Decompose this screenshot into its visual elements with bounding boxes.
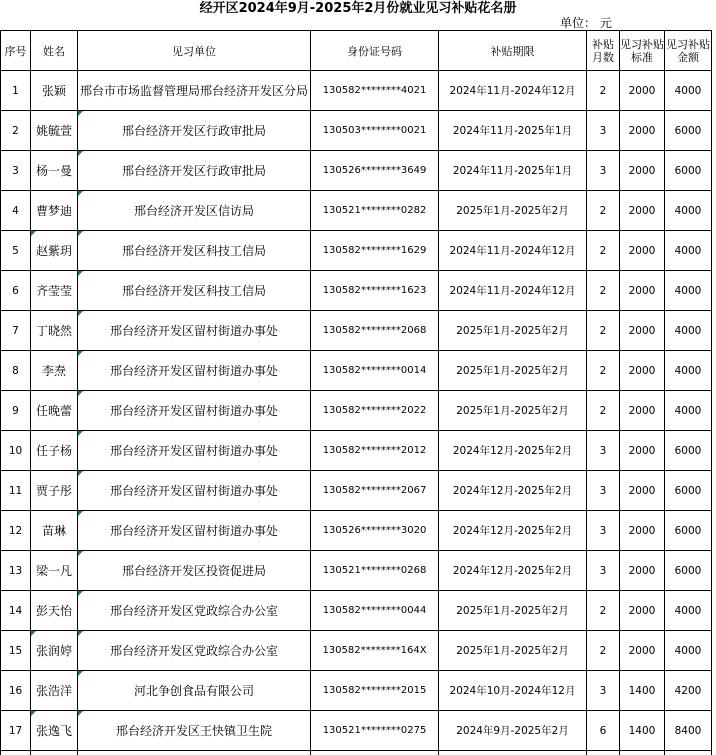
cell-standard: 2000 [620, 351, 665, 391]
table-row [1, 511, 712, 551]
cell-months: 2 [587, 191, 620, 231]
cell-standard: 2000 [620, 631, 665, 671]
table-row [1, 111, 712, 151]
table-row [1, 231, 712, 271]
cell-standard: 2000 [620, 311, 665, 351]
cell-seq: 5 [1, 231, 31, 271]
cell-unit: 邢台经济开发区留村街道办事处 [78, 351, 311, 391]
cell-months: 2 [587, 271, 620, 311]
cell-standard: 2000 [620, 551, 665, 591]
cell-months: 3 [587, 511, 620, 551]
table-row [1, 271, 712, 311]
header-seq: 序号 [1, 31, 31, 71]
cell-months: 2 [587, 391, 620, 431]
header-period: 补贴期限 [439, 31, 587, 71]
cell-standard: 2000 [620, 271, 665, 311]
table-row [1, 471, 712, 511]
cell-standard: 2000 [620, 111, 665, 151]
cell-seq: 3 [1, 151, 31, 191]
cell-seq: 12 [1, 511, 31, 551]
cell-unit: 邢台经济开发区留村街道办事处 [78, 431, 311, 471]
cell-months: 3 [587, 151, 620, 191]
cell-period: 2025年1月-2025年2月 [439, 191, 587, 231]
cell-months: 3 [587, 551, 620, 591]
cell-id: 130582********1623 [311, 271, 439, 311]
cell-period: 2024年11月-2025年1月 [439, 111, 587, 151]
roster-body [1, 71, 712, 755]
cell-standard: 2000 [620, 191, 665, 231]
cell-amount: 6000 [665, 471, 712, 511]
table-row [1, 71, 712, 111]
cell-months: 2 [587, 631, 620, 671]
cell-name: 曹梦迪 [31, 191, 78, 231]
cell-unit: 邢台经济开发区党政综合办公室 [78, 591, 311, 631]
cell-amount: 4000 [665, 311, 712, 351]
cell-amount: 4000 [665, 631, 712, 671]
cell-unit: 邢台经济开发区信访局 [78, 191, 311, 231]
table-row [1, 671, 712, 711]
cell-name: 齐莹莹 [31, 271, 78, 311]
cell-seq: 13 [1, 551, 31, 591]
cell-id: 130582********0044 [311, 591, 439, 631]
cell-amount: 4200 [665, 671, 712, 711]
table-row [1, 191, 712, 231]
cell-id: 130582********4021 [311, 71, 439, 111]
cell-seq: 6 [1, 271, 31, 311]
cell-name: 任子杨 [31, 431, 78, 471]
table-row [1, 431, 712, 471]
cell-name: 苗琳 [31, 511, 78, 551]
cell-period: 2025年1月-2025年2月 [439, 351, 587, 391]
cell-unit: 邢台经济开发区投资促进局 [78, 551, 311, 591]
cell-months: 3 [587, 431, 620, 471]
cell-id: 130582********1629 [311, 231, 439, 271]
cell-unit: 邢台经济开发区王快镇卫生院 [78, 711, 311, 751]
subsidy-roster-table [0, 30, 712, 755]
cell-months: 2 [587, 231, 620, 271]
cell-name: 张浩洋 [31, 671, 78, 711]
header-standard: 见习补贴标准 [620, 31, 665, 71]
cell-seq: 8 [1, 351, 31, 391]
cell-amount: 4000 [665, 271, 712, 311]
cell-unit: 邢台经济开发区留村街道办事处 [78, 511, 311, 551]
cell-period: 2025年1月-2025年2月 [439, 631, 587, 671]
cell-seq: 7 [1, 311, 31, 351]
cell-amount: 4000 [665, 191, 712, 231]
cell-period: 2024年12月-2025年2月 [439, 511, 587, 551]
cell-id: 130521********0275 [311, 711, 439, 751]
header-months: 补贴月数 [587, 31, 620, 71]
cell-unit: 河北争创食品有限公司 [78, 671, 311, 711]
cell-unit: 邢台经济开发区留村街道办事处 [78, 391, 311, 431]
cell-unit: 邢台经济开发区行政审批局 [78, 111, 311, 151]
cell-unit: 邢台经济开发区留村街道办事处 [78, 311, 311, 351]
cell-standard: 2000 [620, 591, 665, 631]
cell-months: 3 [587, 671, 620, 711]
cell-id: 130582********164X [311, 631, 439, 671]
cell-amount: 6000 [665, 551, 712, 591]
table-row [1, 151, 712, 191]
cell-id: 130582********2015 [311, 671, 439, 711]
cell-period: 2025年1月-2025年2月 [439, 591, 587, 631]
cell-standard: 2000 [620, 71, 665, 111]
table-row [1, 631, 712, 671]
cell-seq: 1 [1, 71, 31, 111]
cell-unit: 邢台经济开发区科技工信局 [78, 271, 311, 311]
cell-period: 2024年12月-2025年2月 [439, 431, 587, 471]
cell-months: 3 [587, 471, 620, 511]
cell-id: 130521********0282 [311, 191, 439, 231]
currency-unit-label: 单位： 元 [560, 16, 612, 30]
cell-id: 130582********0014 [311, 351, 439, 391]
cell-seq: 2 [1, 111, 31, 151]
cell-id: 130526********3649 [311, 151, 439, 191]
cell-seq: 4 [1, 191, 31, 231]
cell-unit: 邢台经济开发区行政审批局 [78, 151, 311, 191]
table-row [1, 311, 712, 351]
cell-period: 2024年11月-2024年12月 [439, 71, 587, 111]
cell-months: 2 [587, 351, 620, 391]
cell-unit: 邢台市市场监督管理局邢台经济开发区分局 [78, 71, 311, 111]
cell-unit: 邢台经济开发区科技工信局 [78, 231, 311, 271]
cell-name: 张颖 [31, 71, 78, 111]
cell-period: 2024年12月-2025年2月 [439, 471, 587, 511]
header-row [1, 31, 712, 71]
header-amount: 见习补贴金额 [665, 31, 712, 71]
table-row [1, 391, 712, 431]
cell-amount: 8400 [665, 711, 712, 751]
cell-seq: 14 [1, 591, 31, 631]
header-id: 身份证号码 [311, 31, 439, 71]
cell-id: 130582********2068 [311, 311, 439, 351]
cell-name: 张润婷 [31, 631, 78, 671]
cell-months: 3 [587, 111, 620, 151]
cell-amount: 4000 [665, 231, 712, 271]
cell-id: 130582********2012 [311, 431, 439, 471]
cell-amount: 4000 [665, 351, 712, 391]
table-row [1, 551, 712, 591]
table-row [1, 591, 712, 631]
cell-amount: 4000 [665, 391, 712, 431]
cell-standard: 1400 [620, 671, 665, 711]
cell-name: 李焘 [31, 351, 78, 391]
cell-period: 2025年1月-2025年2月 [439, 311, 587, 351]
cell-standard: 2000 [620, 151, 665, 191]
cell-months: 2 [587, 591, 620, 631]
cell-seq: 17 [1, 711, 31, 751]
cell-seq: 15 [1, 631, 31, 671]
cell-months: 2 [587, 311, 620, 351]
cell-name: 赵紫玥 [31, 231, 78, 271]
cell-seq: 11 [1, 471, 31, 511]
cell-standard: 2000 [620, 511, 665, 551]
cell-name: 梁一凡 [31, 551, 78, 591]
cell-name: 贾子彤 [31, 471, 78, 511]
cell-period: 2024年9月-2025年2月 [439, 711, 587, 751]
cell-standard: 2000 [620, 391, 665, 431]
cell-period: 2024年10月-2024年12月 [439, 671, 587, 711]
cell-months: 6 [587, 711, 620, 751]
cell-standard: 1400 [620, 711, 665, 751]
cell-name: 姚毓萱 [31, 111, 78, 151]
cell-standard: 2000 [620, 231, 665, 271]
cell-name: 任晚蕾 [31, 391, 78, 431]
cell-standard: 2000 [620, 471, 665, 511]
cell-amount: 6000 [665, 511, 712, 551]
cell-name: 张逸飞 [31, 711, 78, 751]
cell-period: 2025年1月-2025年2月 [439, 391, 587, 431]
header-name: 姓名 [31, 31, 78, 71]
cell-id: 130582********2067 [311, 471, 439, 511]
table-row [1, 711, 712, 751]
cell-seq: 16 [1, 671, 31, 711]
cell-amount: 6000 [665, 151, 712, 191]
cell-unit: 邢台经济开发区党政综合办公室 [78, 631, 311, 671]
cell-id: 130503********0021 [311, 111, 439, 151]
cell-seq: 10 [1, 431, 31, 471]
cell-id: 130582********2022 [311, 391, 439, 431]
cell-period: 2024年11月-2024年12月 [439, 271, 587, 311]
cell-period: 2024年11月-2025年1月 [439, 151, 587, 191]
cell-period: 2024年12月-2025年2月 [439, 551, 587, 591]
cell-months: 2 [587, 71, 620, 111]
cell-name: 彭天怡 [31, 591, 78, 631]
cell-amount: 4000 [665, 591, 712, 631]
table-row [1, 351, 712, 391]
document-title: 经开区2024年9月-2025年2月份就业见习补贴花名册 [0, 0, 716, 18]
cell-amount: 6000 [665, 111, 712, 151]
cell-period: 2024年11月-2024年12月 [439, 231, 587, 271]
cell-standard: 2000 [620, 431, 665, 471]
header-unit: 见习单位 [78, 31, 311, 71]
cell-amount: 6000 [665, 431, 712, 471]
cell-unit: 邢台经济开发区留村街道办事处 [78, 471, 311, 511]
cell-amount: 4000 [665, 71, 712, 111]
cell-seq: 9 [1, 391, 31, 431]
cell-name: 丁晓然 [31, 311, 78, 351]
cell-name: 杨一曼 [31, 151, 78, 191]
cell-id: 130521********0268 [311, 551, 439, 591]
cell-id: 130526********3020 [311, 511, 439, 551]
